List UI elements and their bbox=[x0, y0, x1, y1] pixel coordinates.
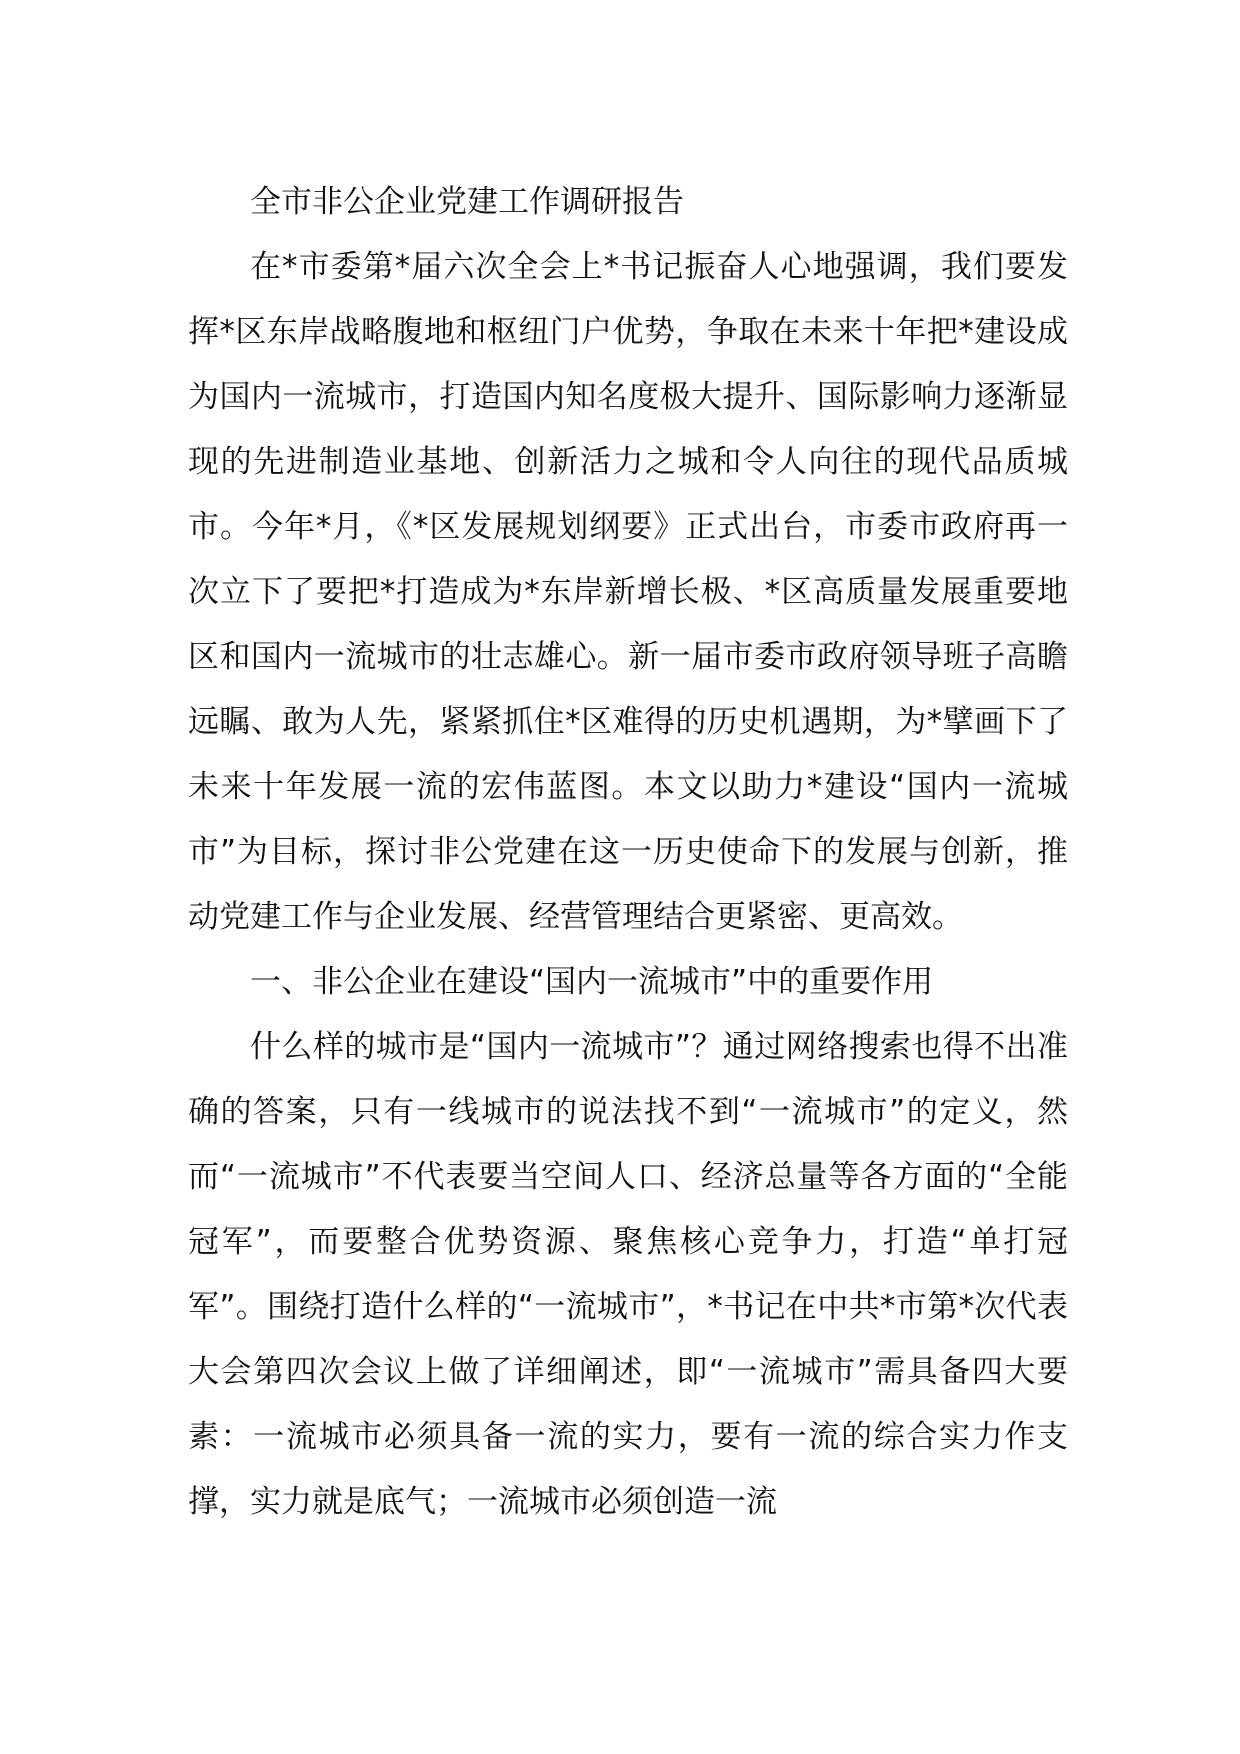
paragraph-section-1: 什么样的城市是“国内一流城市”？通过网络搜索也得不出准确的答案，只有一线城市的说法找不到“一流城市”的定义，然而“一流城市”不代表要当空间人口、经济总量等各方面的“全能冠军”，而要整合优势资源、聚焦核心竞争力，打造“单打冠军”。围绕打造什么样的“一流城市”，*书记在中共*市第*次代表大会第四次会议上做了详细阐述，即“一流城市”需具备四大要素：一流城市必须具备一流的实力，要有一流的综合实力作支撑，实力就是底气；一流城市必须创造一流 bbox=[188, 1029, 1068, 1520]
document-body bbox=[188, 170, 1068, 1535]
paragraph-intro: 在*市委第*届六次全会上*书记振奋人心地强调，我们要发挥*区东岸战略腹地和枢纽门户优势，争取在未来十年把*建设成为国内一流城市，打造国内知名度极大提升、国际影响力逐渐显现的先进制造业基地、创新活力之城和令人向往的现代品质城市。今年*月，《*区发展规划纲要》正式出台，市委市政府再一次立下了要把*打造成为*东岸新增长极、*区高质量发展重要地区和国内一流城市的壮志雄心。新一届市委市政府领导班子高瞻远瞩、敢为人先，紧紧抓住*区难得的历史机遇期，为*擘画下了未来十年发展一流的宏伟蓝图。本文以助力*建设“国内一流城市”为目标，探讨非公党建在这一历史使命下的发展与创新，推动党建工作与企业发展、经营管理结合更紧密、更高效。 bbox=[188, 249, 1068, 935]
document-title: 全市非公企业党建工作调研报告 bbox=[250, 184, 684, 220]
section-heading-1: 一、非公企业在建设“国内一流城市”中的重要作用 bbox=[250, 964, 934, 1000]
